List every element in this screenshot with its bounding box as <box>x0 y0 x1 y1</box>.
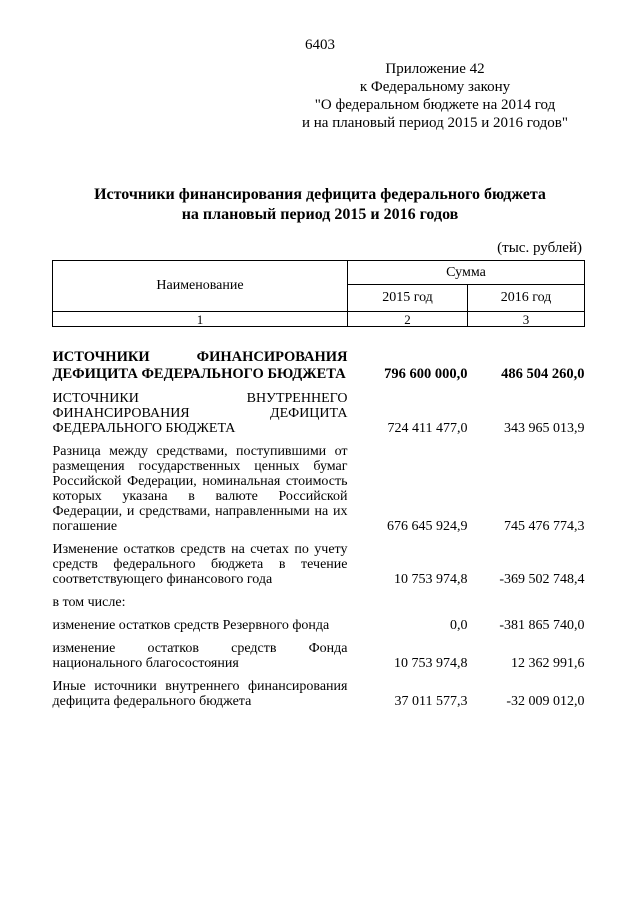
value-2016: -32 009 012,0 <box>506 694 585 709</box>
row-name: ИСТОЧНИКИ ВНУТРЕННЕГО ФИНАНСИРОВАНИЯ ДЕФИЦИТА ФЕДЕРАЛЬНОГО БЮДЖЕТА <box>52 391 348 436</box>
column-number: 2 <box>348 312 468 327</box>
header-sum: Сумма <box>348 261 585 285</box>
column-number: 3 <box>468 312 585 327</box>
table-row <box>53 534 585 587</box>
row-name: изменение остатков средств Фонда национального благосостояния <box>52 641 348 671</box>
appendix-line: и на плановый период 2015 и 2016 годов" <box>302 115 568 131</box>
table-row <box>53 633 585 671</box>
title-line: Источники финансирования дефицита федерального бюджета <box>94 186 546 203</box>
value-2015: 0,0 <box>450 618 468 633</box>
value-2015: 796 600 000,0 <box>384 366 468 382</box>
appendix-line: к Федеральному закону <box>359 79 511 95</box>
appendix-line: "О федеральном бюджете на 2014 год <box>314 97 556 113</box>
document-title <box>0 185 640 225</box>
row-name: Иные источники внутреннего финансирования дефицита федерального бюджета <box>52 679 348 709</box>
row-name: ИСТОЧНИКИ ФИНАНСИРОВАНИЯ ДЕФИЦИТА ФЕДЕРАЛЬНОГО БЮДЖЕТА <box>52 349 348 382</box>
value-2015 <box>348 587 468 610</box>
appendix-reference <box>285 60 585 132</box>
financing-table <box>52 260 585 709</box>
table-row <box>53 383 585 436</box>
page-number: 6403 <box>305 37 335 53</box>
row-name: Изменение остатков средств на счетах по учету средств федерального бюджета в течение соответствующего финансового года <box>52 542 348 587</box>
value-2016: 745 476 774,3 <box>504 519 585 534</box>
value-2015: 37 011 577,3 <box>394 694 468 709</box>
table-row <box>53 610 585 633</box>
column-number: 1 <box>53 312 348 327</box>
unit-note: (тыс. рублей) <box>497 240 582 256</box>
value-2015: 724 411 477,0 <box>387 421 468 436</box>
value-2016: 343 965 013,9 <box>504 421 585 436</box>
row-name: в том числе: <box>52 595 126 610</box>
value-2015: 10 753 974,8 <box>394 572 468 587</box>
row-name: Разница между средствами, поступившими от размещения государственных ценных бумаг Российской Федерации, номинальная стоимость которых указана в валюте Российской Федерации, и средствами, направленными на их погашение <box>52 444 348 534</box>
table-row <box>53 671 585 709</box>
value-2016: -381 865 740,0 <box>499 618 585 633</box>
value-2016: 12 362 991,6 <box>511 656 585 671</box>
value-2015: 10 753 974,8 <box>394 656 468 671</box>
appendix-line: Приложение 42 <box>385 61 485 77</box>
table-row <box>53 349 585 383</box>
value-2016 <box>468 587 585 610</box>
value-2016: -369 502 748,4 <box>499 572 585 587</box>
table-row <box>53 436 585 534</box>
value-2015: 676 645 924,9 <box>387 519 468 534</box>
value-2016: 486 504 260,0 <box>501 366 585 382</box>
row-name: изменение остатков средств Резервного фонда <box>52 618 330 633</box>
title-line: на плановый период 2015 и 2016 годов <box>181 206 459 223</box>
header-year-2015: 2015 год <box>348 285 468 312</box>
header-year-2016: 2016 год <box>468 285 585 312</box>
table-row <box>53 587 585 610</box>
header-name: Наименование <box>53 261 348 312</box>
